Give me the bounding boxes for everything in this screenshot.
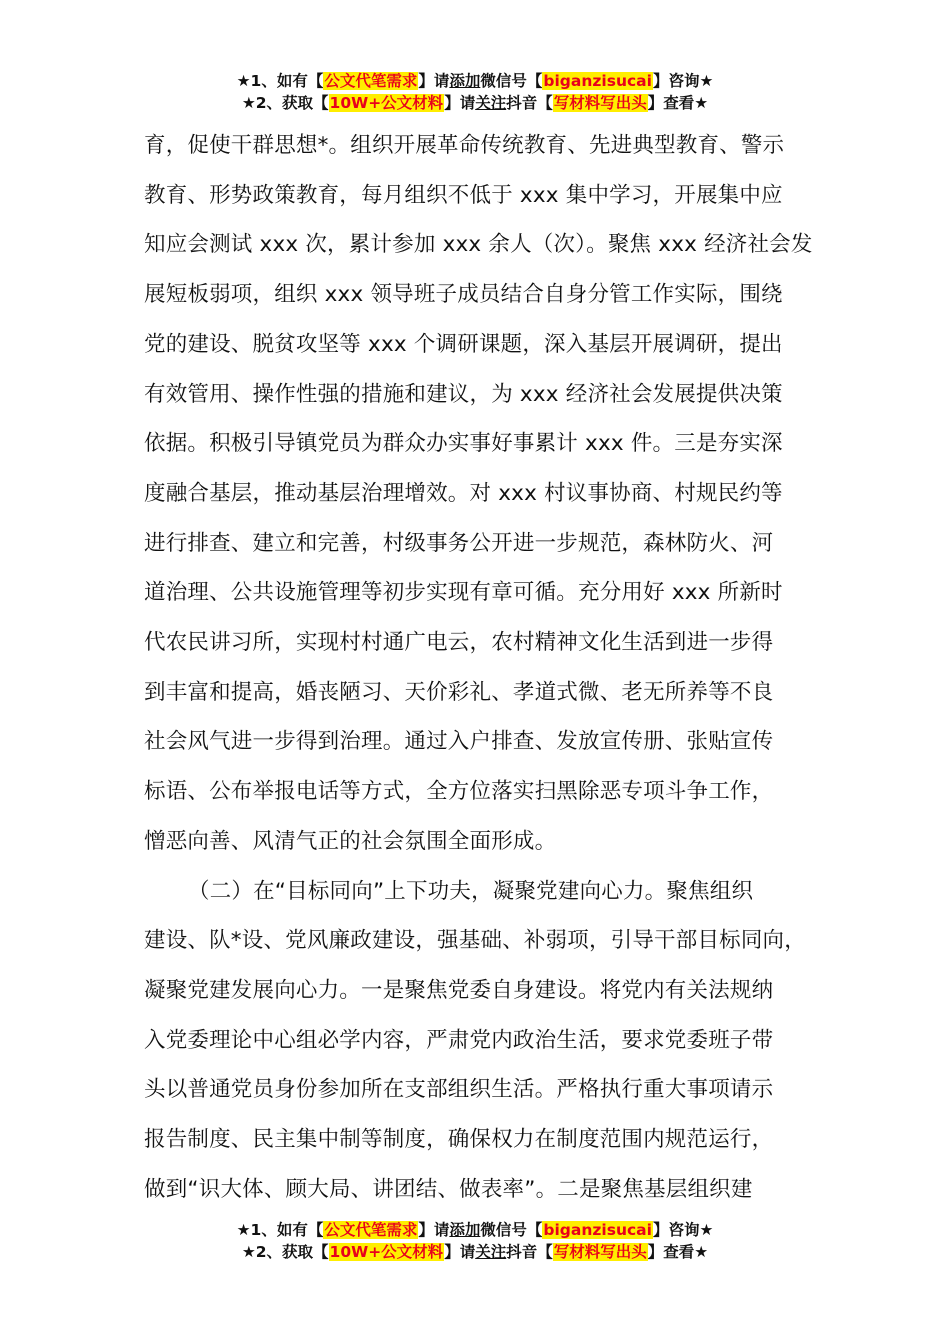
- highlight-materials: 10W+公文材料: [329, 94, 444, 112]
- body-line: 教育、形势政策教育，每月组织不低于 xxx 集中学习，开展集中应: [144, 182, 783, 208]
- banner-line-1: ★1、如有【公文代笔需求】请添加微信号【biganzisucai】咨询★: [236, 1221, 714, 1239]
- highlight-wechat-id: biganzisucai: [543, 1221, 652, 1239]
- highlight-service: 公文代笔需求: [324, 1221, 418, 1239]
- body-line: 党的建设、脱贫攻坚等 xxx 个调研课题，深入基层开展调研，提出: [144, 331, 783, 357]
- body-line: 道治理、公共设施管理等初步实现有章可循。充分用好 xxx 所新时: [144, 580, 783, 606]
- highlight-service: 公文代笔需求: [324, 72, 418, 90]
- body-line: 有效管用、操作性强的措施和建议，为 xxx 经济社会发展提供决策: [144, 381, 783, 407]
- banner-line-2: ★2、获取【10W+公文材料】请关注抖音【写材料写出头】查看★: [241, 94, 709, 112]
- highlight-wechat-id: biganzisucai: [543, 72, 652, 90]
- body-line: 进行排查、建立和完善，村级事务公开进一步规范，森林防火、河: [144, 530, 774, 556]
- section-heading-line: （二）在“目标同向”上下功夫，凝聚党建向心力。聚焦组织: [188, 878, 754, 904]
- highlight-douyin-account: 写材料写出头: [553, 1243, 647, 1261]
- body-line: 展短板弱项，组织 xxx 领导班子成员结合自身分管工作实际，围绕: [144, 282, 783, 308]
- body-line: 入党委理论中心组必学内容，严肃党内政治生活，要求党委班子带: [144, 1027, 774, 1053]
- header-banner: [0, 70, 950, 114]
- document-body: [144, 121, 813, 1214]
- footer-banner: [0, 1219, 950, 1263]
- body-line: 依据。积极引导镇党员为群众办实事好事累计 xxx 件。三是夯实深: [144, 431, 783, 457]
- body-line: 知应会测试 xxx 次，累计参加 xxx 余人（次）。聚焦 xxx 经济社会发: [144, 232, 813, 258]
- body-line: 育，促使干群思想*。组织开展革命传统教育、先进典型教育、警示: [144, 133, 785, 158]
- body-line: 头以普通党员身份参加所在支部组织生活。严格执行重大事项请示: [144, 1077, 774, 1103]
- body-line: 社会风气进一步得到治理。通过入户排查、发放宣传册、张贴宣传: [144, 729, 774, 755]
- body-line: 代农民讲习所，实现村村通广电云，农村精神文化生活到进一步得: [144, 630, 774, 656]
- body-line: 报告制度、民主集中制等制度，确保权力在制度范围内规范运行，: [144, 1127, 774, 1153]
- banner-line-1: ★1、如有【公文代笔需求】请添加微信号【biganzisucai】咨询★: [236, 72, 714, 90]
- highlight-douyin-account: 写材料写出头: [553, 94, 647, 112]
- body-line: 建设、队*设、党风廉政建设，强基础、补弱项，引导干部目标同向，: [144, 928, 806, 954]
- body-line: 凝聚党建发展向心力。一是聚焦党委自身建设。将党内有关法规纳: [144, 977, 774, 1003]
- body-line: 度融合基层，推动基层治理增效。对 xxx 村议事协商、村规民约等: [144, 480, 783, 506]
- body-line: 憎恶向善、风清气正的社会氛围全面形成。: [144, 828, 557, 854]
- highlight-materials: 10W+公文材料: [329, 1243, 444, 1261]
- body-line: 做到“识大体、顾大局、讲团结、做表率”。二是聚焦基层组织建: [144, 1176, 753, 1202]
- body-line: 到丰富和提高，婚丧陋习、天价彩礼、孝道式微、老无所养等不良: [144, 679, 774, 705]
- body-line: 标语、公布举报电话等方式，全方位落实扫黑除恶专项斗争工作，: [144, 779, 774, 805]
- banner-line-2: ★2、获取【10W+公文材料】请关注抖音【写材料写出头】查看★: [241, 1243, 709, 1261]
